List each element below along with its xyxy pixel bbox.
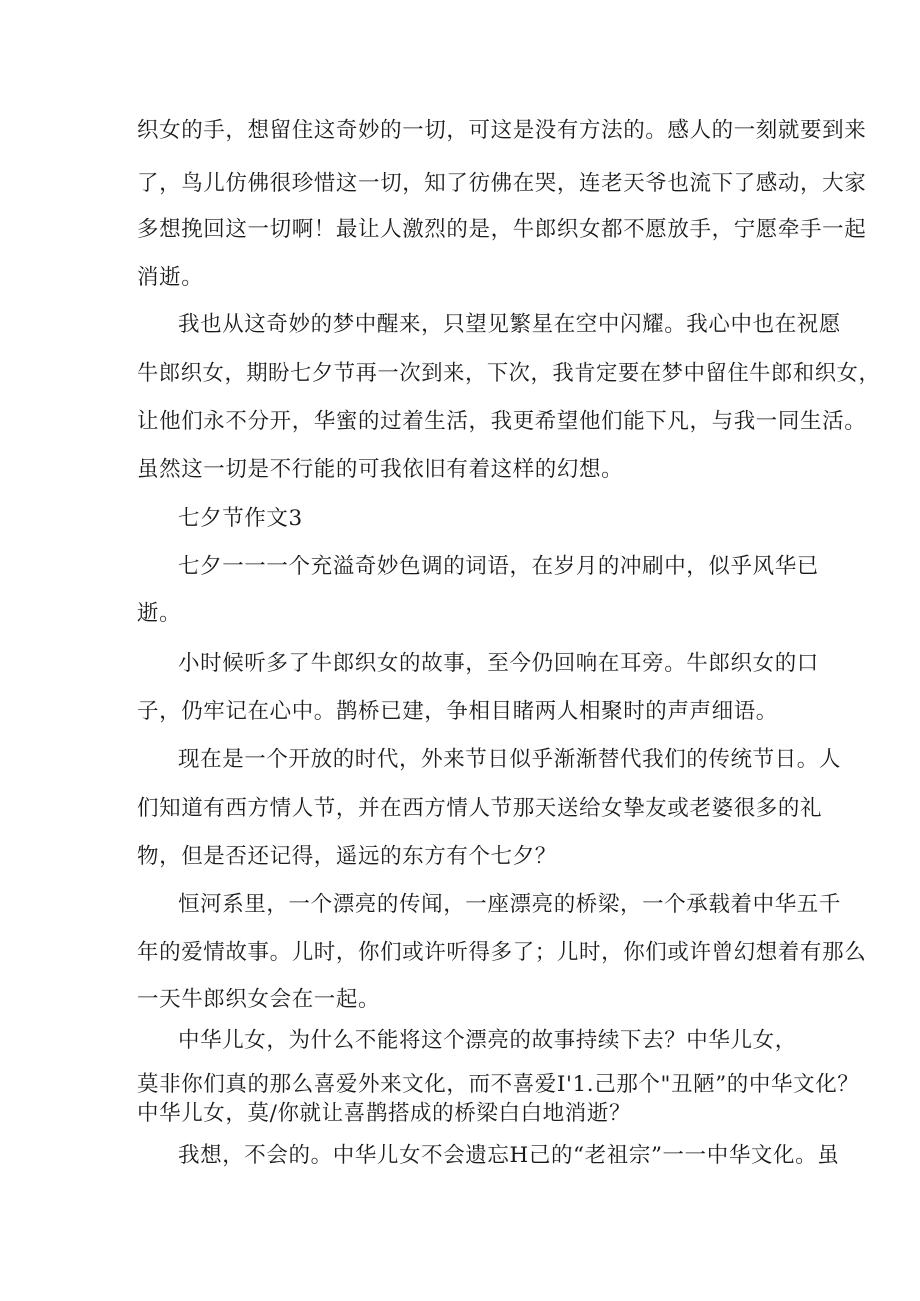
text-line: 虽然这一切是不行能的可我依旧有着这样的幻想。 [137, 457, 624, 482]
text-line: 让他们永不分开，华蜜的过着生活，我更希望他们能下凡，与我一同生活。 [137, 409, 867, 434]
paragraph-first-line: 七夕一一一个充溢奇妙色调的词语，在岁月的冲刷中，似乎风华已 [178, 554, 819, 579]
text-line: 物，但是否还记得，遥远的东方有个七夕？ [137, 844, 557, 869]
text-line: 们知道有西方情人节，并在西方情人节那天送给女挚友或老婆很多的礼 [137, 796, 823, 821]
text-line: 多想挽回这一切啊！最让人激烈的是，牛郎织女都不愿放手，宁愿牵手一起 [137, 217, 867, 242]
text-line: 中华儿女，莫/你就让喜鹊搭成的桥梁白白地消逝？ [137, 1101, 632, 1126]
paragraph-first-line: 中华儿女，为什么不能将这个漂亮的故事持续下去？中华儿女， [178, 1028, 797, 1053]
text-line: 织女的手，想留住这奇妙的一切，可这是没有方法的。感人的一刻就要到来 [137, 118, 867, 143]
text-line: 逝。 [137, 601, 182, 626]
text-line: 牛郎织女，期盼七夕节再一次到来，下次，我肯定要在梦中留住牛郎和织女， [137, 361, 881, 386]
text-line: 消逝。 [137, 265, 204, 290]
paragraph-first-line: 我想，不会的。中华儿女不会遗忘H己的“老祖宗”一一中华文化。虽 [178, 1143, 840, 1168]
text-line: 年的爱情故事。儿时，你们或许听得多了；儿时，你们或许曾幻想着有那么 [137, 940, 867, 965]
text-line: 一天牛郎织女会在一起。 [137, 987, 381, 1012]
text-line: 子，仍牢记在心中。鹊桥已建，争相目睹两人相聚时的声声细语。 [137, 699, 778, 724]
paragraph-first-line: 我也从这奇妙的梦中醒来，只望见繁星在空中闪耀。我心中也在祝愿 [178, 312, 842, 337]
paragraph-first-line: 现在是一个开放的时代，外来节日似乎渐渐替代我们的传统节日。人 [178, 747, 842, 772]
section-heading: 七夕节作文3 [178, 506, 303, 531]
text-line: 莫非你们真的那么喜爱外来文化，而不喜爱I'1.己那个"丑陋”的中华文化？ [137, 1072, 860, 1097]
paragraph-first-line: 恒河系里，一个漂亮的传闻，一座漂亮的桥梁，一个承载着中华五千 [178, 892, 842, 917]
text-line: 了，鸟儿仿佛很珍惜这一切，知了彷佛在哭，连老天爷也流下了感动，大家 [137, 171, 867, 196]
paragraph-first-line: 小时候听多了牛郎织女的故事，至今仍回响在耳旁。牛郎织女的口 [178, 651, 819, 676]
